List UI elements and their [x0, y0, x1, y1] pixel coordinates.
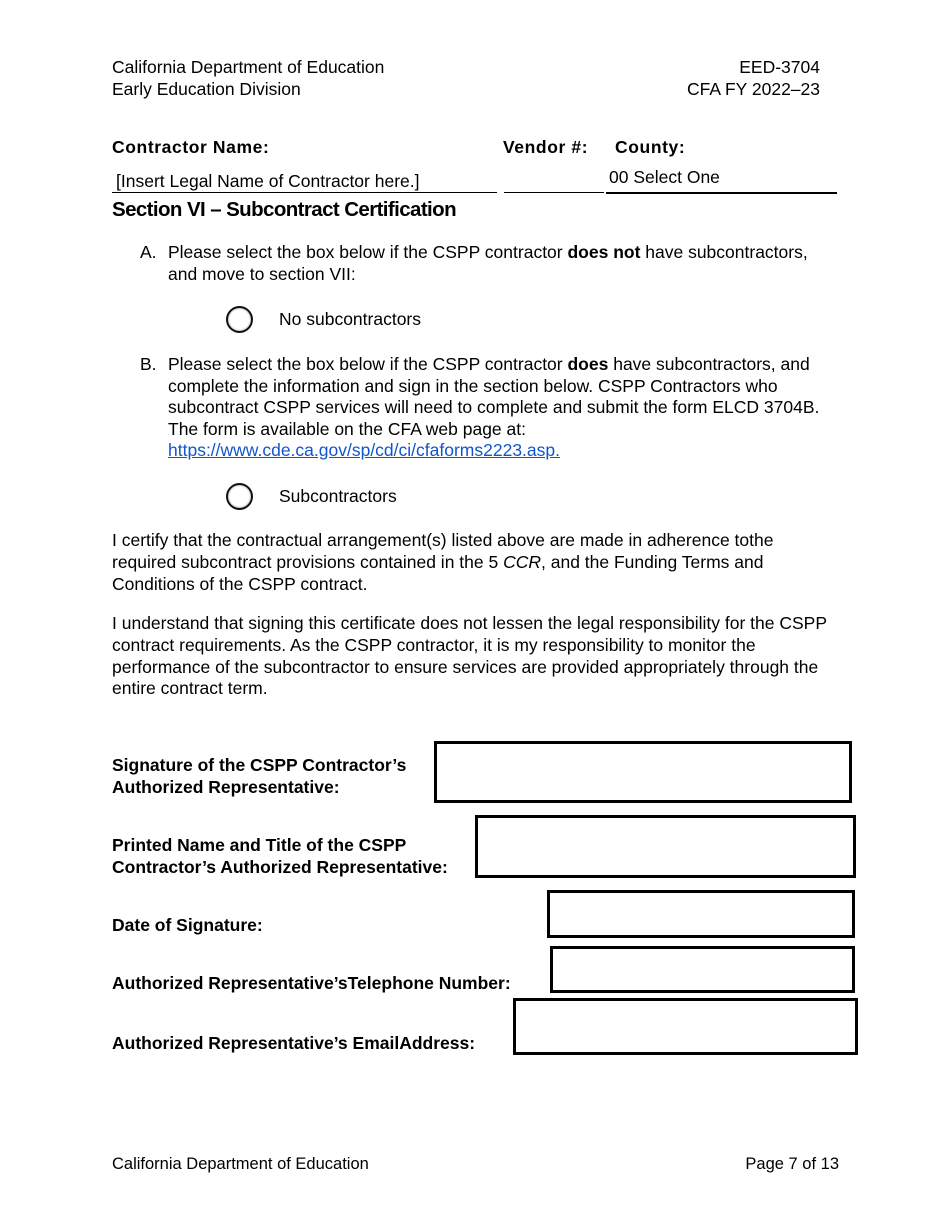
- printed-name-title-input[interactable]: [475, 815, 856, 878]
- org-name: California Department of Education: [112, 57, 385, 77]
- fiscal-year: CFA FY 2022–23: [687, 79, 820, 99]
- ccr-reference: CCR: [503, 551, 541, 572]
- item-b-text: Please select the box below if the CSPP contractor does have subcontractors, and complete the information and sign in the section below. CSPP Contractors who subcontract CSPP services will need to complete and submit the form ELCD 3704B. The form is available on the CFA web page at: https://www.cde.ca.gov/sp/cd/ci/cfaforms2223.asp.: [168, 354, 820, 460]
- header-form-info: [687, 56, 820, 100]
- no-subcontractors-radio[interactable]: [226, 306, 253, 333]
- date-of-signature-input[interactable]: [547, 890, 855, 938]
- email-input[interactable]: [513, 998, 858, 1055]
- telephone-input[interactable]: [550, 946, 855, 993]
- header-organization: [112, 56, 384, 100]
- item-b: [140, 354, 840, 462]
- item-a: [140, 242, 840, 285]
- form-id: EED-3704: [739, 57, 820, 77]
- item-b-marker: B.: [140, 354, 157, 374]
- footer-organization: California Department of Education: [112, 1155, 369, 1173]
- printed-name-label: Printed Name and Title of the CSPP Contractor’s Authorized Representative:: [112, 835, 448, 877]
- contractor-name-label: Contractor Name:: [112, 137, 270, 157]
- emphasis-does-not: does not: [567, 242, 641, 262]
- no-subcontractors-label: No subcontractors: [279, 309, 422, 329]
- contractor-name-field[interactable]: [Insert Legal Name of Contractor here.]: [112, 171, 497, 193]
- page-number: Page 7 of 13: [745, 1155, 839, 1173]
- subcontractors-label: Subcontractors: [279, 486, 397, 506]
- section-title: Section VI – Subcontract Certification: [112, 198, 456, 221]
- item-a-marker: A.: [140, 242, 157, 262]
- signature-label: Signature of the CSPP Contractor’s Authorized Representative:: [112, 755, 407, 797]
- telephone-label: Authorized Representative’sTelephone Number:: [112, 973, 511, 993]
- county-select[interactable]: 00 Select One: [606, 167, 837, 194]
- subcontractors-option[interactable]: [226, 483, 397, 510]
- certify-paragraph: I certify that the contractual arrangement(s) listed above are made in adherence tothe required subcontract provisions contained in the 5 CCR, and the Funding Terms and Conditions of the CSPP contract.: [112, 530, 774, 594]
- division-name: Early Education Division: [112, 79, 301, 99]
- email-label: Authorized Representative’s EmailAddress:: [112, 1033, 476, 1053]
- item-a-text: Please select the box below if the CSPP contractor does not have subcontractors, and move to section VII:: [168, 242, 808, 284]
- emphasis-does: does: [567, 354, 609, 374]
- county-label: County:: [615, 137, 686, 157]
- signature-input[interactable]: [434, 741, 852, 803]
- no-subcontractors-option[interactable]: [226, 306, 421, 333]
- cfa-forms-link[interactable]: https://www.cde.ca.gov/sp/cd/ci/cfaforms2223.asp.: [168, 440, 560, 460]
- vendor-label: Vendor #:: [503, 137, 589, 157]
- vendor-number-field[interactable]: [504, 171, 604, 193]
- understand-paragraph: I understand that signing this certificate does not lessen the legal responsibility for the CSPP contract requirements. As the CSPP contractor, it is my responsibility to monitor the performance of the subcontractor to ensure services are provided appropriately through the entire contract term.: [112, 613, 827, 699]
- subcontractors-radio[interactable]: [226, 483, 253, 510]
- date-of-signature-label: Date of Signature:: [112, 915, 263, 935]
